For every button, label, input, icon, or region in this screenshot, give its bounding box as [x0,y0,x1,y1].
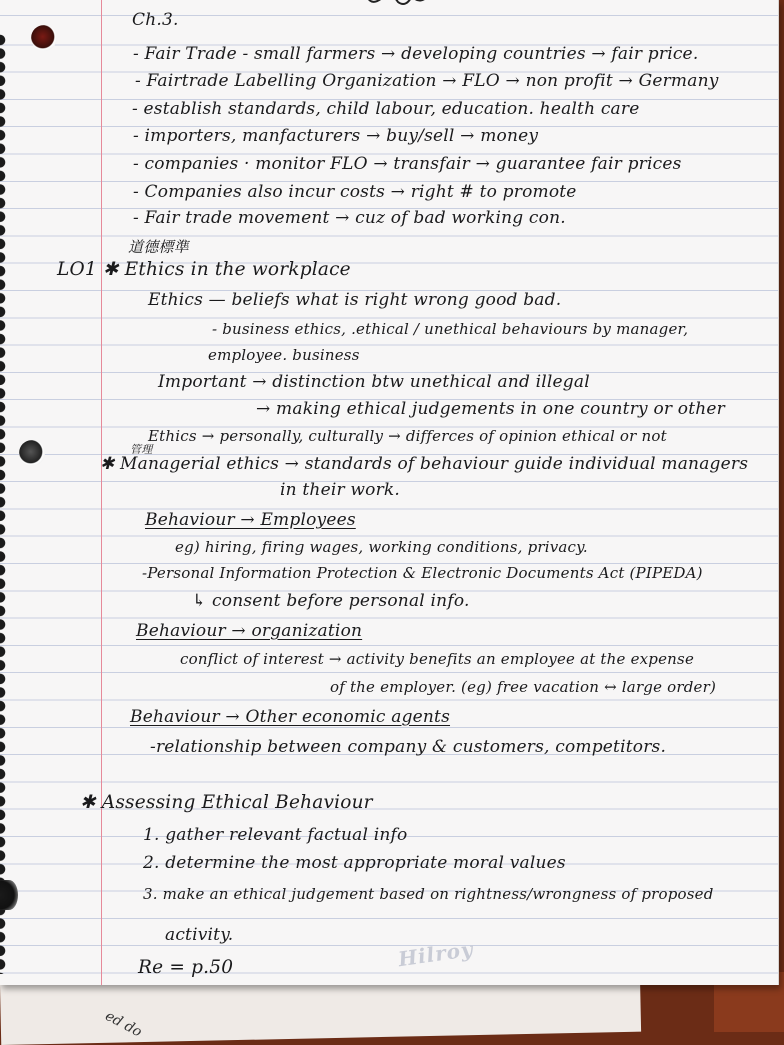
punch-hole [31,25,57,51]
cut-off-scrawl [270,0,450,12]
note-line: conflict of interest → activity benefits an employee at the expense [180,650,695,668]
numbered-step: 2. determine the most appropriate moral values [143,853,566,873]
note-line: activity. [165,925,234,945]
note-line: ↳ consent before personal info. [192,591,470,611]
note-line: Ethics → personally, culturally → differces of opinion ethical or not [148,427,667,445]
note-line: - Companies also incur costs → right # to promote [133,182,577,202]
note-line: eg) hiring, firing wages, working conditions, privacy. [175,538,588,556]
hilroy-watermark: Hilroy [396,936,475,972]
chapter-heading: Ch.3. [132,10,179,30]
underlying-sheet-text: ed do [102,1008,145,1041]
note-line: - establish standards, child labour, education. health care [132,99,640,119]
subheading-economic-agents: Behaviour → Other economic agents [130,707,451,727]
subheading-organization: Behaviour → organization [136,621,363,641]
note-line: Ethics — beliefs what is right wrong good bad. [148,290,562,310]
note-line: in their work. [280,480,401,500]
note-line: -relationship between company & customers, competitors. [150,737,667,757]
numbered-step: 1. gather relevant factual info [143,825,408,845]
section-heading-assessing: ✱ Assessing Ethical Behaviour [80,792,373,813]
note-line: -Personal Information Protection & Electronic Documents Act (PIPEDA) [142,564,703,582]
note-line: ✱ Managerial ethics → standards of behaviour guide individual managers [100,454,749,474]
note-line: of the employer. (eg) free vacation ↔ large order) [330,678,717,696]
note-line: - Fairtrade Labelling Organization → FLO → non profit → Germany [135,71,719,91]
chinese-annotation: 道德標準 [128,238,189,256]
punch-hole [19,440,45,466]
punch-hole [0,880,18,910]
note-line: - importers, manfacturers → buy/sell → money [133,126,539,146]
note-line: employee. business [208,346,360,364]
numbered-step: 3. make an ethical judgement based on rightness/wrongness of proposed [143,885,714,903]
note-line: - Fair trade movement → cuz of bad working con. [133,208,566,228]
margin-line [101,0,102,985]
note-line: - business ethics, .ethical / unethical behaviours by manager, [212,320,689,338]
section-heading-lo1: LO1 ✱ Ethics in the workplace [57,259,351,280]
note-line: → making ethical judgements in one country or other [256,399,726,419]
note-line: - companies · monitor FLO → transfair → guarantee fair prices [133,154,682,174]
subheading-employees: Behaviour → Employees [145,510,356,530]
spiral-binding [0,34,12,974]
page-reference: Re = p.50 [138,957,234,978]
note-line: - Fair Trade - small farmers → developing countries → fair price. [133,44,699,64]
chinese-annotation: 管理 [130,443,153,456]
note-line: Important → distinction btw unethical and illegal [158,372,590,392]
